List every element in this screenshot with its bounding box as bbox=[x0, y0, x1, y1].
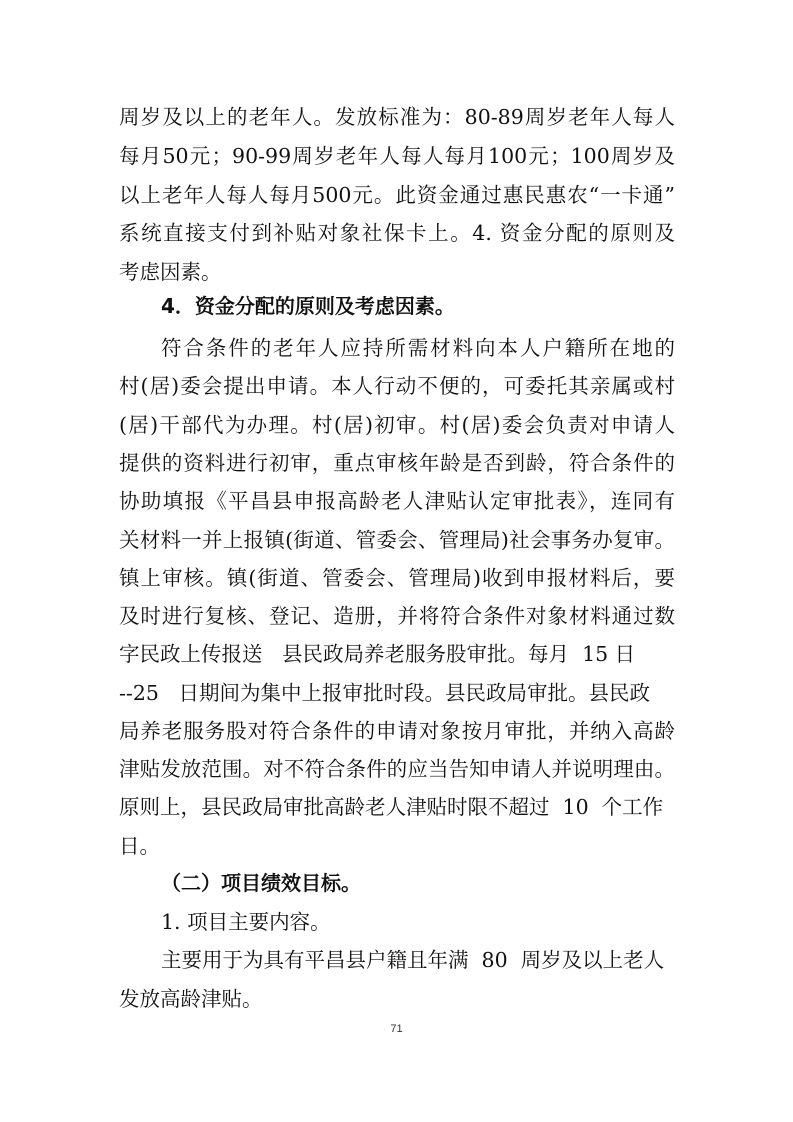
text-line: 主要用于为具有平昌县户籍且年满 80 周岁及以上老人 bbox=[161, 948, 665, 972]
text-line: 字民政上传报送 县民政局养老服务股审批。每月 15 日 bbox=[119, 642, 636, 666]
page-number: 71 bbox=[390, 1023, 403, 1035]
text-line: 日。 bbox=[119, 834, 160, 858]
text-line: 以上老年人每人每月500元。此资金通过惠民惠农“一卡通” bbox=[119, 183, 675, 207]
text-line: (居)干部代为办理。村(居)初审。村(居)委会负责对申请人 bbox=[119, 413, 675, 437]
text-line: 关材料一并上报镇(街道、管委会、管理局)社会事务办复审。 bbox=[119, 528, 675, 552]
text-line: 镇上审核。镇(街道、管委会、管理局)收到申报材料后，要 bbox=[119, 566, 675, 590]
text-line: 局养老服务股对符合条件的申请对象按月审批，并纳入高龄 bbox=[119, 719, 675, 743]
text-line: 村(居)委会提出申请。本人行动不便的，可委托其亲属或村 bbox=[119, 374, 675, 398]
text-line: --25 日期间为集中上报审批时段。县民政局审批。县民政 bbox=[119, 681, 650, 705]
text-line: 系统直接支付到补贴对象社保卡上。4. 资金分配的原则及 bbox=[119, 221, 675, 245]
text-line: 提供的资料进行初审，重点审核年龄是否到龄，符合条件的 bbox=[119, 451, 675, 475]
text-line: 考虑因素。 bbox=[119, 260, 222, 284]
list-item: 1. 项目主要内容。 bbox=[161, 910, 331, 934]
text-line: 及时进行复核、登记、造册，并将符合条件对象材料通过数 bbox=[119, 604, 675, 628]
text-line: 津贴发放范围。对不符合条件的应当告知申请人并说明理由。 bbox=[119, 757, 675, 781]
text-line: 符合条件的老年人应持所需材料向本人户籍所在地的 bbox=[161, 336, 675, 360]
subsection-heading: （二）项目绩效目标。 bbox=[161, 871, 361, 895]
section-heading: 4．资金分配的原则及考虑因素。 bbox=[161, 294, 455, 318]
text-line: 发放高龄津贴。 bbox=[119, 987, 263, 1011]
text-line: 每月50元；90-99周岁老年人每人每月100元；100周岁及 bbox=[119, 144, 675, 168]
text-line: 周岁及以上的老年人。发放标准为：80-89周岁老年人每人 bbox=[119, 105, 675, 129]
text-line: 协助填报《平昌县申报高龄老人津贴认定审批表》，连同有 bbox=[119, 489, 675, 513]
text-line: 原则上，县民政局审批高龄老人津贴时限不超过 10 个工作 bbox=[119, 795, 664, 819]
